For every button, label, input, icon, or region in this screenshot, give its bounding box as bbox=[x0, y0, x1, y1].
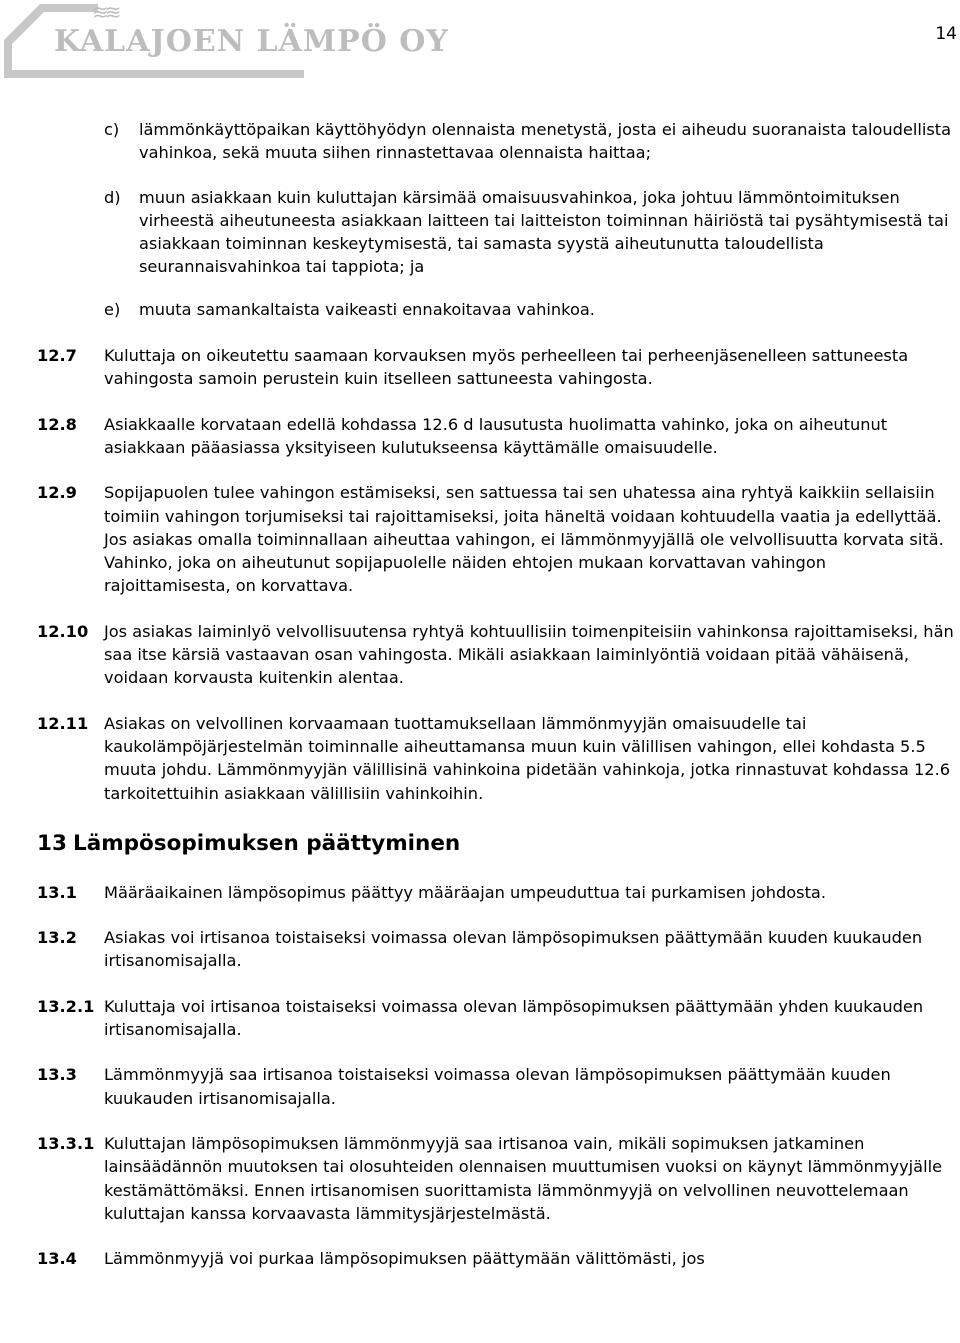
list-item-text: muun asiakkaan kuin kuluttajan kärsimää omaisuusvahinkoa, joka johtuu lämmöntoimituksen virheestä aiheutuneesta asiakkaan laitteen tai laitteiston toiminnan häiriöstä tai pysähtymisestä tai asiakkaan toiminnan keskeytymisestä, tai samasta syystä aiheutunutta taloudellista seurannaisvahinkoa tai tappiota; ja bbox=[139, 187, 949, 277]
section-text: Kuluttaja on oikeutettu saamaan korvauksen myös perheelleen tai perheenjäsenelleen sattuneesta vahingosta samoin perustein kuin itselleen sattuneesta vahingosta. bbox=[104, 346, 909, 389]
section-12-7 bbox=[0, 344, 960, 391]
section-text: Asiakkaalle korvataan edellä kohdassa 12.6 d lausutusta huolimatta vahinko, joka on aiheutunut asiakkaan pääasiassa yksityiseen kulutukseensa käyttämälle omaisuudelle. bbox=[104, 414, 888, 457]
list-item-d bbox=[0, 186, 960, 279]
section-number: 13.2 bbox=[37, 928, 77, 948]
section-number: 13.3.1 bbox=[37, 1133, 95, 1153]
section-13-2-1 bbox=[0, 995, 960, 1042]
heading-title: Lämpösopimuksen päättyminen bbox=[73, 830, 461, 856]
section-13-3-1 bbox=[0, 1132, 960, 1225]
section-number: 13.3 bbox=[37, 1065, 77, 1085]
section-12-11 bbox=[0, 712, 960, 805]
list-item-e bbox=[0, 298, 960, 321]
logo-waves: ≋≋ bbox=[92, 0, 118, 24]
section-text: Sopijapuolen tulee vahingon estämiseksi, sen sattuessa tai sen uhatessa aina ryhtyä kaikkiin sellaisiin toimiin vahingon torjumiseksi tai rajoittamiseksi, joita häneltä voidaan kohtuudella vaatia ja edellyttää. Jos asiakas omalla toiminnallaan aiheuttaa vahingon, ei lämmönmyyjällä ole velvollisuutta korvata sitä. Vahinko, joka on aiheutunut sopijapuolelle näiden ehtojen mukaan korvattavan vahingon rajoittamisesta, on korvattava. bbox=[104, 483, 944, 596]
company-logo bbox=[0, 0, 449, 85]
section-12-8 bbox=[0, 413, 960, 460]
section-text: Kuluttajan lämpösopimuksen lämmönmyyjä saa irtisanoa vain, mikäli sopimuksen jatkaminen lainsäädännön muutoksen tai olosuhteiden olennaisen muuttumisen vuoksi on käynyt lämmönmyyjälle kestämättömäksi. Ennen irtisanomisen suorittamista lämmönmyyjä on velvollinen neuvottelemaan kuluttajan kanssa korvaavasta lämmitysjärjestelmästä. bbox=[104, 1133, 943, 1223]
section-text: Asiakas voi irtisanoa toistaiseksi voimassa olevan lämpösopimuksen päättymään kuuden kuukauden irtisanomisajalla. bbox=[104, 928, 923, 971]
section-text: Jos asiakas laiminlyö velvollisuutensa ryhtyä kohtuullisiin toimenpiteisiin vahinkonsa rajoittamiseksi, hän saa itse kärsiä vastaavan osan vahingosta. Mikäli asiakkaan laiminlyöntiä voidaan pitää vähäisenä, voidaan korvausta kuitenkin alentaa. bbox=[104, 621, 954, 688]
section-number: 12.7 bbox=[37, 346, 77, 366]
section-number: 13.1 bbox=[37, 882, 77, 902]
section-text: Lämmönmyyjä saa irtisanoa toistaiseksi voimassa olevan lämpösopimuksen päättymään kuuden kuukauden irtisanomisajalla. bbox=[104, 1065, 891, 1108]
section-number: 13.2.1 bbox=[37, 996, 95, 1016]
section-heading bbox=[37, 829, 960, 859]
section-13-2 bbox=[0, 926, 960, 973]
heading-number: 13 bbox=[37, 830, 67, 856]
section-12-10 bbox=[0, 620, 960, 690]
section-number: 12.11 bbox=[37, 713, 89, 733]
section-text: Lämmönmyyjä voi purkaa lämpösopimuksen päättymään välittömästi, jos bbox=[104, 1249, 705, 1269]
section-number: 12.10 bbox=[37, 621, 89, 641]
list-item-text: muuta samankaltaista vaikeasti ennakoitavaa vahinkoa. bbox=[139, 299, 595, 319]
section-text: Kuluttaja voi irtisanoa toistaiseksi voimassa olevan lämpösopimuksen päättymään yhden kuukauden irtisanomisajalla. bbox=[104, 996, 924, 1040]
section-number: 12.8 bbox=[37, 414, 77, 434]
logo-text: KALAJOEN LÄMPÖ OY bbox=[54, 24, 449, 59]
section-text: Asiakas on velvollinen korvaamaan tuottamuksellaan lämmönmyyjän omaisuudelle tai kaukolämpöjärjestelmän toiminnalle aiheuttamansa muun kuin välillisen vahingon, ellei kohdasta 5.5 muuta johdu. Lämmönmyyjän välillisinä vahinkoina pidetään vahinkoja, jotka rinnastuvat kohdassa 12.6 tarkoitettuihin asiakkaan välillisiin vahinkoihin. bbox=[104, 713, 951, 803]
page-number: 14 bbox=[935, 24, 957, 44]
section-13-3 bbox=[0, 1063, 960, 1110]
section-text: Määräaikainen lämpösopimus päättyy määräajan umpeuduttua tai purkamisen johdosta. bbox=[104, 882, 826, 902]
list-item-letter: e) bbox=[104, 299, 121, 319]
section-number: 12.9 bbox=[37, 483, 77, 503]
list-item-c bbox=[0, 118, 960, 165]
list-item-letter: c) bbox=[104, 120, 120, 139]
section-13-1 bbox=[0, 881, 960, 904]
section-12-9 bbox=[0, 481, 960, 597]
document-body bbox=[0, 118, 960, 1270]
section-number: 13.4 bbox=[37, 1249, 77, 1269]
list-item-text: lämmönkäyttöpaikan käyttöhyödyn olennaista menetystä, josta ei aiheudu suoranaista taloudellista vahinkoa, sekä muuta siihen rinnastettavaa olennaista haittaa; bbox=[139, 120, 952, 163]
section-13-4 bbox=[0, 1247, 960, 1270]
list-item-letter: d) bbox=[104, 187, 121, 207]
